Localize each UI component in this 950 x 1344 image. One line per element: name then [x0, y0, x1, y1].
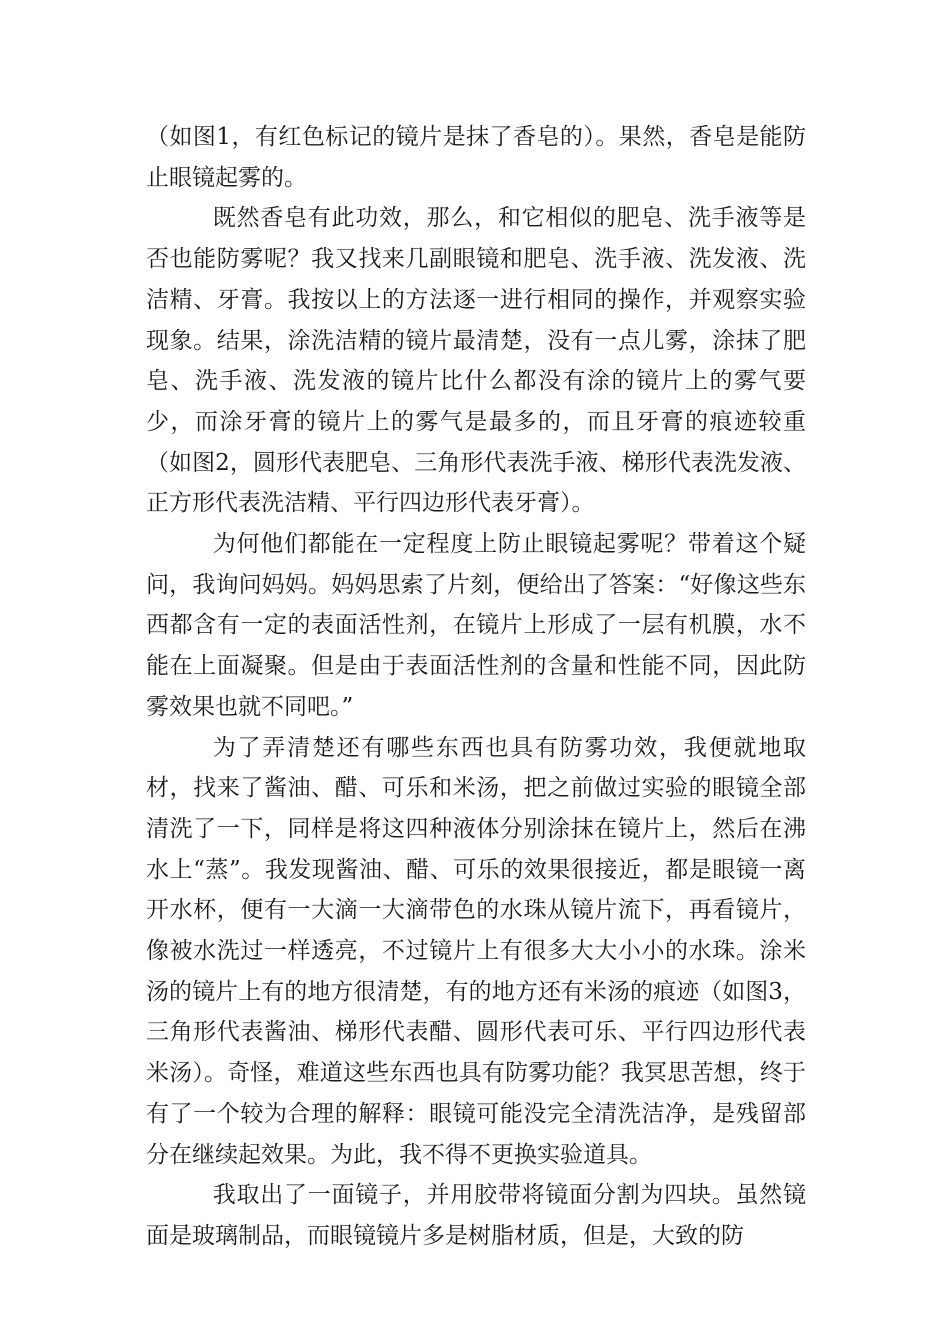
paragraph-2: 既然香皂有此功效，那么，和它相似的肥皂、洗手液等是否也能防雾呢？我又找来几副眼镜和肥皂、洗手液、洗发液、洗洁精、牙膏。我按以上的方法逐一进行相同的操作，并观察实验现象。结果，涂洗洁精的镜片最清楚，没有一点儿雾，涂抹了肥皂、洗手液、洗发液的镜片比什么都没有涂的镜片上的雾气要少，而涂牙膏的镜片上的雾气是最多的，而且牙膏的痕迹较重（如图2，圆形代表肥皂、三角形代表洗手液、梯形代表洗发液、正方形代表洗洁精、平行四边形代表牙膏）。: [146, 205, 806, 517]
paragraph-5: 我取出了一面镜子，并用胶带将镜面分割为四块。虽然镜面是玻璃制品，而眼镜镜片多是树脂材质，但是，大致的防: [146, 1182, 806, 1249]
paragraph-3: 为何他们都能在一定程度上防止眼镜起雾呢？带着这个疑问，我询问妈妈。妈妈思索了片刻，便给出了答案：“好像这些东西都含有一定的表面活性剂，在镜片上形成了一层有机膜，水不能在上面凝聚。但是由于表面活性剂的含量和性能不同，因此防雾效果也就不同吧。”: [146, 531, 806, 720]
body-text: [146, 117, 806, 1257]
paragraph-4: 为了弄清楚还有哪些东西也具有防雾功效，我便就地取材，找来了酱油、醋、可乐和米汤，把之前做过实验的眼镜全部清洗了一下，同样是将这四种液体分别涂抹在镜片上，然后在沸水上“蒸”。我发现酱油、醋、可乐的效果很接近，都是眼镜一离开水杯，便有一大滴一大滴带色的水珠从镜片流下，再看镜片，像被水洗过一样透亮，不过镜片上有很多大大小小的水珠。涂米汤的镜片上有的地方很清楚，有的地方还有米汤的痕迹（如图3，三角形代表酱油、梯形代表醋、圆形代表可乐、平行四边形代表米汤）。奇怪，难道这些东西也具有防雾功能？我冥思苦想，终于有了一个较为合理的解释：眼镜可能没完全清洗洁净，是残留部分在继续起效果。为此，我不得不更换实验道具。: [146, 734, 806, 1168]
paragraph-1: （如图1，有红色标记的镜片是抹了香皂的）。果然，香皂是能防止眼镜起雾的。: [146, 124, 806, 191]
